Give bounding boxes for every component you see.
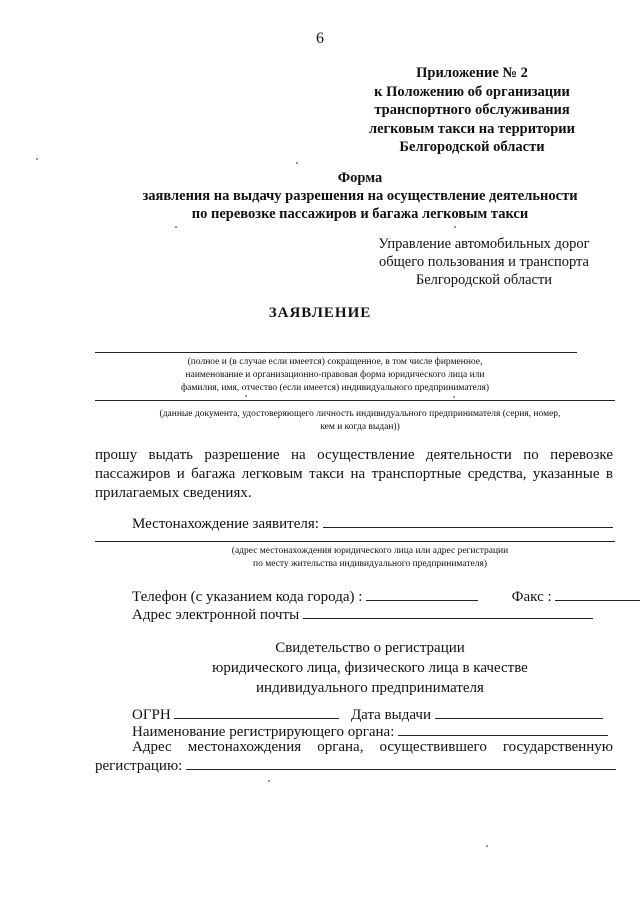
- appendix-line: к Положению об организации: [374, 83, 570, 100]
- fax-label: Факс :: [511, 589, 552, 605]
- scan-speck: [454, 226, 456, 228]
- authority-label: Наименование регистрирующего органа:: [132, 724, 395, 740]
- authority-field[interactable]: [398, 721, 608, 736]
- certificate-line: индивидуального предпринимателя: [256, 680, 484, 696]
- certificate-line: Свидетельство о регистрации: [275, 640, 465, 656]
- location-address-line[interactable]: [95, 541, 615, 542]
- scan-speck: [245, 395, 247, 397]
- appendix-line: легковым такси на территории: [368, 120, 576, 137]
- location-row: [132, 513, 613, 534]
- form-title-line: Форма: [337, 170, 383, 186]
- addressee-line: Белгородской области: [415, 272, 553, 288]
- location-label: Местонахождение заявителя:: [132, 516, 319, 532]
- phone-field[interactable]: [366, 586, 478, 601]
- email-label: Адрес электронной почты: [132, 607, 300, 623]
- scan-speck: [486, 845, 488, 847]
- fax-field[interactable]: [555, 586, 640, 601]
- applicant-name-note: [120, 356, 550, 395]
- request-line: прошу выдать разрешение на осуществление деятельности по перевозке: [95, 447, 613, 463]
- note-line: (данные документа, удостоверяющего личность индивидуального предпринимателя (серия, номер,: [159, 409, 561, 419]
- request-line: прилагаемых сведениях.: [95, 485, 252, 501]
- scan-speck: [268, 780, 270, 782]
- registration-label: регистрацию:: [95, 758, 183, 774]
- note-line: (полное и (в случае если имеется) сокращенное, в том числе фирменное,: [187, 357, 483, 367]
- addressee-line: Управление автомобильных дорог: [378, 236, 590, 252]
- email-field[interactable]: [303, 604, 593, 619]
- form-title-line: по перевозке пассажиров и багажа легковым такси: [191, 206, 529, 222]
- appendix-line: Приложение № 2: [416, 65, 528, 81]
- authority-address-field[interactable]: [186, 755, 616, 770]
- applicant-name-line[interactable]: [95, 352, 577, 353]
- note-line: фамилия, имя, отчество (если имеется) индивидуального предпринимателя): [180, 383, 489, 393]
- issue-date-label: Дата выдачи: [350, 707, 432, 723]
- note-line: кем и когда выдан)): [320, 422, 400, 432]
- scan-speck: [36, 158, 38, 160]
- note-line: (адрес местонахождения юридического лица или адрес регистрации: [231, 546, 509, 556]
- scan-speck: [453, 396, 455, 398]
- issue-date-field[interactable]: [435, 704, 603, 719]
- request-paragraph: [95, 446, 613, 503]
- note-line: наименование и организационно-правовая форма юридического лица или: [185, 370, 485, 380]
- appendix-header: [342, 64, 602, 157]
- ogrn-label: ОГРН: [132, 707, 171, 723]
- document-title: ЗАЯВЛЕНИЕ: [268, 305, 372, 321]
- certificate-heading: [150, 638, 590, 698]
- page-number: 6: [316, 30, 324, 47]
- scan-speck: [296, 162, 298, 164]
- note-line: по месту жительства индивидуального предпринимателя): [253, 559, 487, 569]
- email-row: [132, 604, 593, 625]
- identity-document-note: [120, 408, 600, 434]
- ogrn-field[interactable]: [174, 704, 339, 719]
- authority-address-line: Адрес местонахождения органа, осуществившего государственную: [132, 739, 613, 755]
- identity-document-line[interactable]: [95, 400, 615, 401]
- location-field[interactable]: [323, 513, 613, 528]
- form-title-line: заявления на выдачу разрешения на осуществление деятельности: [142, 188, 578, 204]
- appendix-line: Белгородской области: [399, 139, 545, 155]
- certificate-line: юридического лица, физического лица в качестве: [212, 660, 528, 676]
- addressee-block: [364, 235, 604, 289]
- location-note: [170, 545, 570, 571]
- request-line: пассажиров и багажа легковым такси на транспортные средства, указанные в: [95, 466, 613, 482]
- phone-label: Телефон (с указанием кода города) :: [132, 589, 363, 605]
- registration-row: [95, 755, 616, 776]
- form-title: [100, 169, 620, 223]
- addressee-line: общего пользования и транспорта: [379, 254, 589, 270]
- appendix-line: транспортного обслуживания: [374, 102, 570, 118]
- scan-speck: [175, 226, 177, 228]
